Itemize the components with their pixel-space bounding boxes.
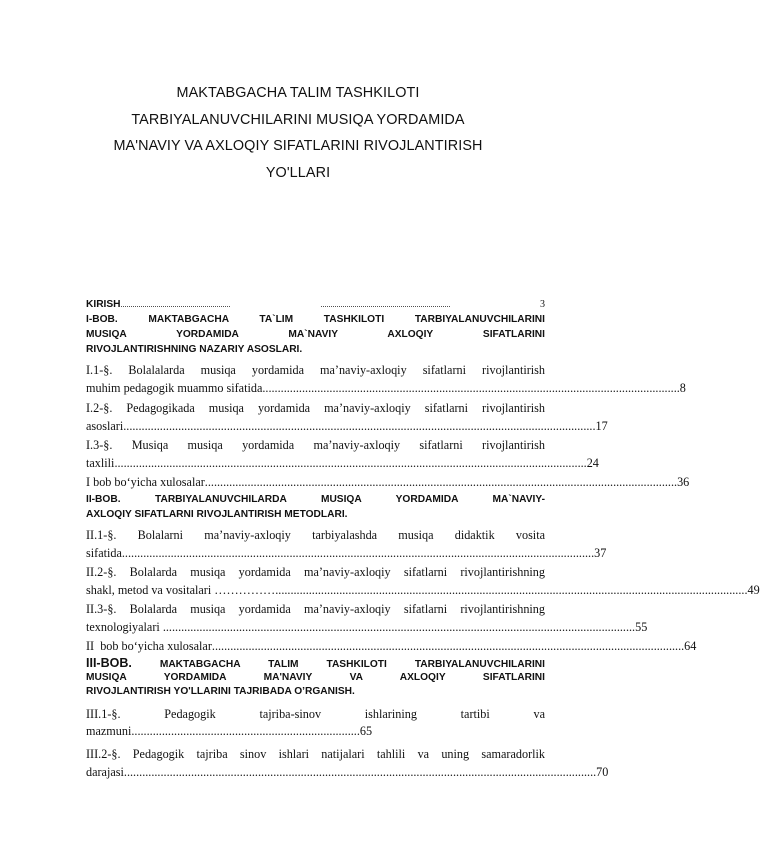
- toc-leader-dots: ...........................................................................................................................................................: [275, 583, 748, 597]
- toc-page-number: 55: [635, 620, 648, 634]
- title-line-3: MA'NAVIY VA AXLOQIY SIFATLARINI RIVOJLANTIRISH: [113, 138, 483, 154]
- toc-leader-dots: ...........................................................................................................................................................: [114, 456, 587, 470]
- toc-entry-label: sifatida: [86, 546, 122, 560]
- toc-entry-label: muhim pedagogik muammo sifatida: [86, 381, 263, 395]
- title-line-1: MAKTABGACHA TALIM TASHKILOTI: [176, 85, 420, 101]
- chapter-heading-line: RIVOJLANTIRISHNING NAZARIY ASOSLARI.: [86, 344, 303, 355]
- toc-page-number: 49: [747, 583, 760, 597]
- toc-entry-label: darajasi: [86, 765, 124, 779]
- toc-entry-line[interactable]: [86, 474, 690, 491]
- toc-entry-line[interactable]: [86, 619, 648, 636]
- toc-leader-dots: .........................................................................................................................................: [262, 381, 680, 395]
- toc-entry-line[interactable]: [86, 764, 609, 781]
- toc-entry-line[interactable]: [86, 638, 697, 655]
- toc-leader-dots: ....................................................... .................................................................: [120, 300, 451, 309]
- chapter-prefix: III-BOB.: [86, 656, 132, 670]
- title-line-2: TARBIYALANUVCHILARINI MUSIQA YORDAMIDA: [131, 111, 465, 128]
- toc-entry-label: II bob bo‘yicha xulosalar: [86, 639, 212, 653]
- toc-entry-line[interactable]: [86, 723, 373, 740]
- toc-leader-dots: ...........................................................................................................................................................: [162, 620, 636, 634]
- toc-entry-label: KIRISH: [86, 299, 121, 310]
- toc-entry-line[interactable]: [86, 380, 686, 397]
- toc-page-number: 36: [677, 475, 690, 489]
- toc-entry-label: shakl, metod va vositalari ……………: [86, 583, 276, 597]
- toc-entry-line[interactable]: [86, 455, 599, 472]
- toc-entry-line[interactable]: II.3-§. Bolalarda musiqa yordamida ma’naviy-axloqiy sifatlarni rivojlantirishning: [86, 602, 545, 616]
- chapter-heading-text: MAKTABGACHA TALIM TASHKILOTI TARBIYALANUVCHILARINI: [159, 659, 545, 670]
- chapter-heading-line: MUSIQA YORDAMIDA MA`NAVIY AXLOQIY SIFATLARINI: [86, 329, 545, 340]
- toc-page-number: 3: [540, 299, 545, 310]
- toc-page-number: 24: [586, 456, 599, 470]
- chapter-heading-line: I-BOB. MAKTABGACHA TA`LIM TASHKILOTI TARBIYALANUVCHILARINI: [86, 314, 545, 325]
- chapter-heading-line: II-BOB. TARBIYALANUVCHILARDA MUSIQA YORDAMIDA MA`NAVIY-: [86, 494, 545, 505]
- toc-entry-line[interactable]: III.1-§. Pedagogik tajriba-sinov ishlarining tartibi va: [86, 707, 545, 721]
- toc-entry-label: I bob bo‘yicha xulosalar: [86, 475, 205, 489]
- toc-entry-line[interactable]: [86, 545, 607, 562]
- document-title: [60, 80, 536, 186]
- toc-page-number: 8: [679, 381, 686, 395]
- toc-leader-dots: ...........................................................................................................................................................: [121, 546, 595, 560]
- chapter-heading-line: AXLOQIY SIFATLARNI RIVOJLANTIRISH METODLARI.: [86, 509, 348, 520]
- toc-leader-dots: ...........................................................................................................................................................: [123, 419, 596, 433]
- toc-page-number: 70: [596, 765, 609, 779]
- toc-entry-line[interactable]: II.1-§. Bolalarni ma’naviy-axloqiy tarbiyalashda musiqa didaktik vosita: [86, 528, 545, 542]
- toc-entry-line[interactable]: [86, 582, 760, 599]
- toc-leader-dots: ...........................................................................................................................................................: [123, 765, 597, 779]
- toc-entry-label: texnologiyalari: [86, 620, 163, 634]
- chapter-heading-line: MUSIQA YORDAMIDA MA'NAVIY VA AXLOQIY SIFATLARINI: [86, 672, 545, 683]
- toc-leader-dots: ...........................................................................................................................................................: [211, 639, 685, 653]
- title-line-4: YO'LLARI: [265, 164, 331, 181]
- toc-leader-dots: ...........................................................................................................................................................: [204, 475, 678, 489]
- toc-page-number: 37: [594, 546, 607, 560]
- toc-entry-line[interactable]: I.3-§. Musiqa musiqa yordamida ma’naviy-axloqiy sifatlarni rivojlantirish: [86, 438, 545, 452]
- chapter-heading-line: RIVOJLANTIRISH YO'LLARINI TAJRIBADA O’RGANISH.: [86, 686, 355, 697]
- toc-entry-kirish[interactable]: [86, 296, 545, 310]
- toc-entry-line[interactable]: III.2-§. Pedagogik tajriba sinov ishlari natijalari tahlili va uning samaradorlik: [86, 747, 545, 761]
- toc-page-number: 17: [595, 419, 608, 433]
- toc-page-number: 64: [684, 639, 697, 653]
- toc-entry-line[interactable]: I.1-§. Bolalalarda musiqa yordamida ma’naviy-axloqiy sifatlarni rivojlantirish: [86, 363, 545, 377]
- toc-entry-line[interactable]: [86, 418, 608, 435]
- chapter-heading-line: [86, 656, 545, 671]
- toc-entry-label: asoslari: [86, 419, 124, 433]
- toc-entry-label: taxlili: [86, 456, 115, 470]
- toc-leader-dots: ...........................................................................: [131, 724, 360, 738]
- toc-entry-line[interactable]: I.2-§. Pedagogikada musiqa yordamida ma’naviy-axloqiy sifatlarni rivojlantirish: [86, 401, 545, 415]
- toc-page-number: 65: [359, 724, 373, 738]
- toc-entry-line[interactable]: II.2-§. Bolalarda musiqa yordamida ma’naviy-axloqiy sifatlarni rivojlantirishning: [86, 565, 545, 579]
- toc-entry-label: mazmuni: [86, 724, 132, 738]
